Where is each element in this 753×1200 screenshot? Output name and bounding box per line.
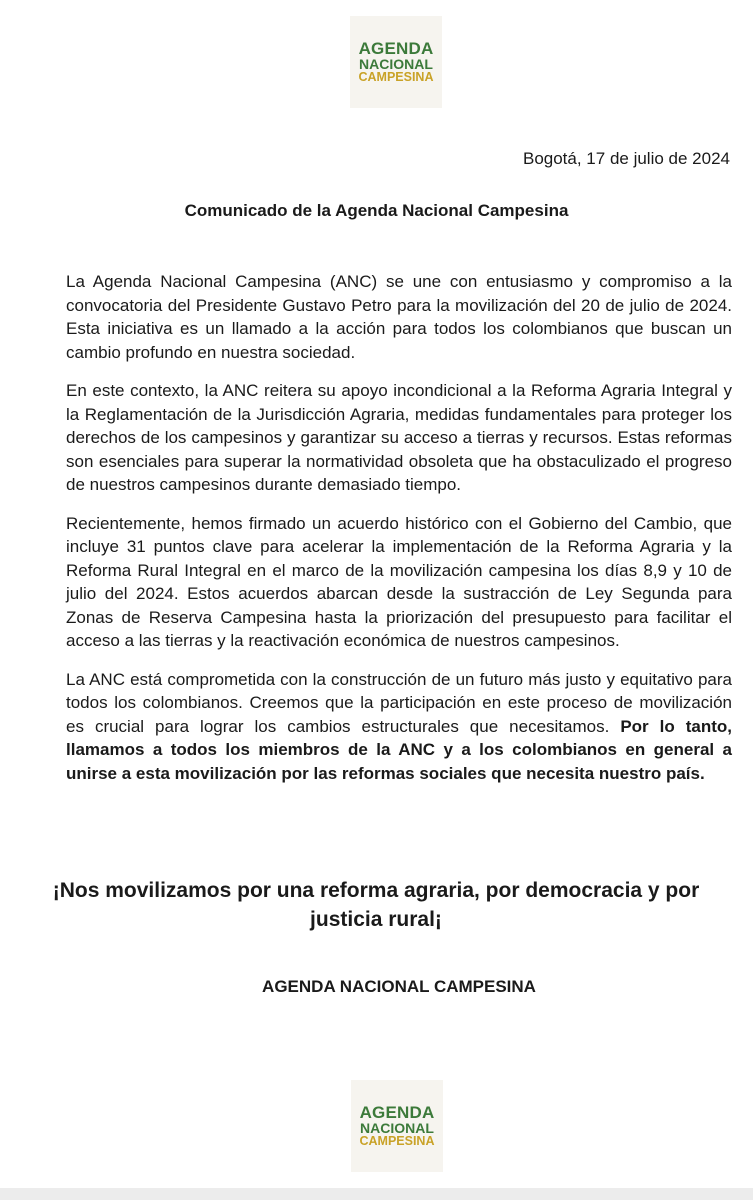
logo-bottom [351,1080,443,1172]
logo-text-nacional: NACIONAL [359,56,433,73]
logo-text-campesina: CAMPESINA [359,1134,435,1149]
document-date: Bogotá, 17 de julio de 2024 [522,149,730,168]
signature: AGENDA NACIONAL CAMPESINA [262,977,536,996]
logo-text-agenda: AGENDA [358,38,434,58]
paragraph-4-bold-call: Por lo tanto, llamamos a todos los miembros de la ANC y a los colombianos en general a unirse a esta movilización por las reformas sociales que necesita nuestro país. [66,716,732,783]
paragraph-4 [66,668,732,786]
paragraph-1: La Agenda Nacional Campesina (ANC) se une con entusiasmo y compromiso a la convocatoria del Presidente Gustavo Petro para la movilización del 20 de julio de 2024. Esta iniciativa es un llamado a la acción para todos los colombianos que buscan un cambio profundo en nuestra sociedad. [66,272,732,362]
paragraph-4-text: La ANC está comprometida con la construcción de un futuro más justo y equitativo para todos los colombianos. Creemos que la participación en este proceso de movilización es crucial para lograr los cambios estructurales que necesitamos. [66,669,732,736]
paragraph-3: Recientemente, hemos firmado un acuerdo histórico con el Gobierno del Cambio, que incluye 31 puntos clave para acelerar la implementación de la Reforma Agraria y la Reforma Rural Integral en el marco de la movilización campesina los días 8,9 y 10 de julio del 2024. Estos acuerdos abarcan desde la sustracción de Ley Segunda para Zonas de Reserva Campesina hasta la priorización del presupuesto para facilitar el acceso a las tierras y la reactivación económica de nuestros campesinos. [66,513,732,650]
logo-text-campesina: CAMPESINA [358,70,434,85]
logo-top [350,16,442,108]
document-title: Comunicado de la Agenda Nacional Campesina [184,201,569,220]
logo-text-agenda: AGENDA [359,1102,435,1122]
slogan: ¡Nos movilizamos por una reforma agraria, por democracia y por justicia rural¡ [52,879,700,931]
page-bottom-edge [0,1188,753,1200]
paragraph-2: En este contexto, la ANC reitera su apoyo incondicional a la Reforma Agraria Integral y la Reglamentación de la Jurisdicción Agraria, medidas fundamentales para proteger los derechos de los campesinos y garantizar su acceso a tierras y recursos. Estas reformas son esenciales para superar la normatividad obsoleta que ha obstaculizado el progreso de nuestros campesinos durante demasiado tiempo. [66,381,732,494]
logo-text-nacional: NACIONAL [360,1120,434,1137]
document-body [66,270,732,800]
